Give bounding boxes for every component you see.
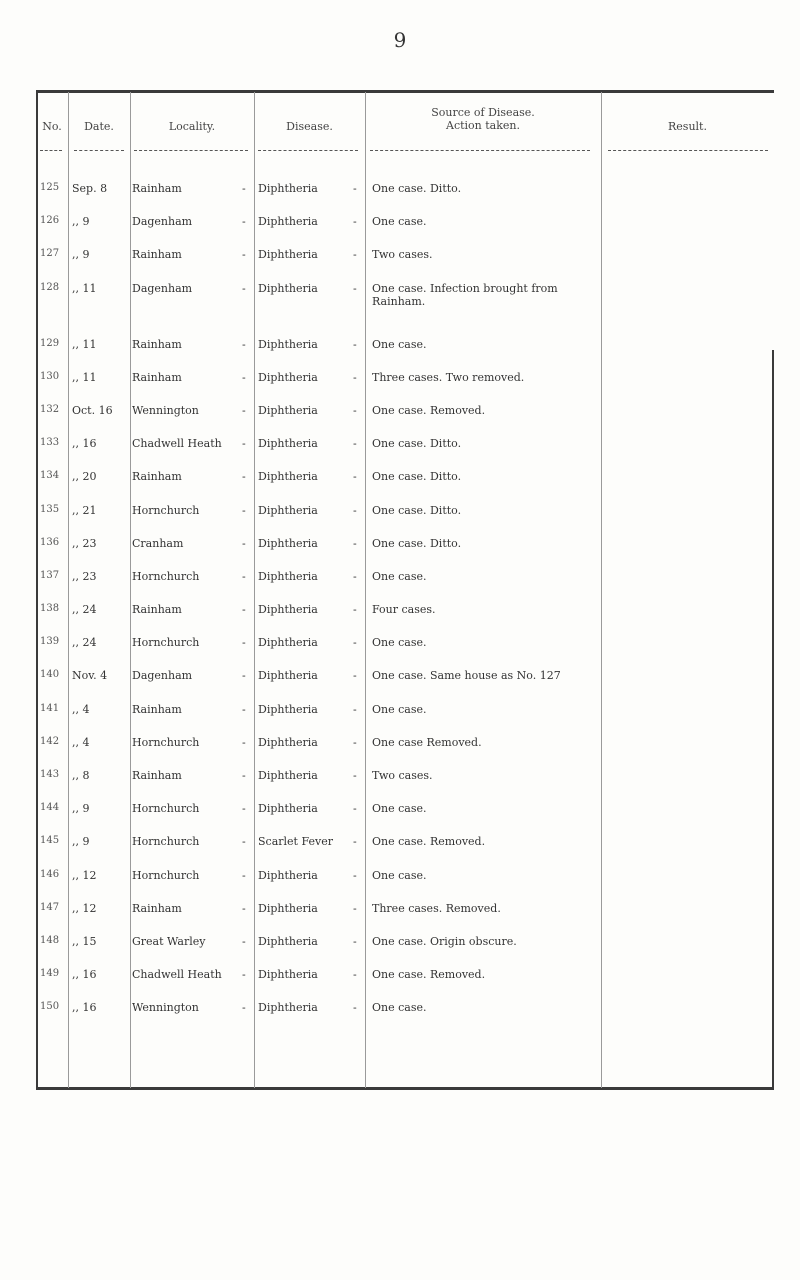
row-disease: Diphtheria xyxy=(258,868,318,882)
row-leader: - xyxy=(353,569,357,583)
row-date: ,, 11 xyxy=(72,337,97,351)
row-date: ,, 12 xyxy=(72,868,97,882)
row-locality: Hornchurch xyxy=(132,569,200,583)
row-no: 137 xyxy=(40,569,60,581)
row-leader: - xyxy=(242,281,246,295)
row-disease: Diphtheria xyxy=(258,769,318,782)
table-row xyxy=(0,724,800,757)
row-no: 138 xyxy=(40,603,60,615)
header-rule xyxy=(134,150,248,152)
row-date: ,, 16 xyxy=(72,968,97,982)
row-disease: Diphtheria xyxy=(258,735,318,749)
table-row xyxy=(0,458,800,491)
row-locality: Chadwell Heath xyxy=(132,968,222,982)
row-leader: - xyxy=(353,281,357,295)
header-result: Result. xyxy=(668,120,707,133)
row-no: 130 xyxy=(40,370,60,382)
row-leader: - xyxy=(353,868,357,882)
row-source: One case. Same house as No. 127 xyxy=(372,669,561,683)
row-source: One case. Infection brought from Rainham. xyxy=(372,281,558,308)
row-date: ,, 9 xyxy=(72,802,90,816)
row-leader: - xyxy=(242,536,246,550)
table-row xyxy=(0,392,800,425)
page-number: 9 xyxy=(393,28,407,52)
row-leader: - xyxy=(242,603,246,617)
table-row xyxy=(0,823,800,856)
row-date: ,, 21 xyxy=(72,503,97,517)
row-leader: - xyxy=(242,702,246,716)
row-locality: Rainham xyxy=(132,702,182,716)
row-source: One case. Ditto. xyxy=(372,470,462,484)
row-leader: - xyxy=(242,769,246,782)
row-disease: Diphtheria xyxy=(258,182,318,195)
row-disease: Diphtheria xyxy=(258,901,318,915)
row-source: One case Removed. xyxy=(372,735,482,749)
table-row xyxy=(0,691,800,724)
row-date: ,, 24 xyxy=(72,603,97,617)
row-no: 132 xyxy=(40,403,60,415)
row-locality: Hornchurch xyxy=(132,868,200,882)
row-no: 139 xyxy=(40,636,60,648)
row-leader: - xyxy=(353,968,357,982)
row-source: One case. Ditto. xyxy=(372,182,462,195)
row-leader: - xyxy=(353,1001,357,1015)
row-disease: Diphtheria xyxy=(258,437,318,451)
header-no: No. xyxy=(42,120,62,133)
row-leader: - xyxy=(242,470,246,484)
row-leader: - xyxy=(242,1001,246,1015)
row-locality: Cranham xyxy=(132,536,184,550)
row-locality: Hornchurch xyxy=(132,503,200,517)
row-no: 135 xyxy=(40,503,60,515)
row-disease: Diphtheria xyxy=(258,370,318,384)
row-disease: Diphtheria xyxy=(258,802,318,816)
table-row xyxy=(0,956,800,989)
row-disease: Diphtheria xyxy=(258,702,318,716)
row-no: 125 xyxy=(40,182,60,193)
table-row xyxy=(0,236,800,269)
row-leader: - xyxy=(242,569,246,583)
row-disease: Diphtheria xyxy=(258,281,318,295)
row-leader: - xyxy=(242,370,246,384)
row-leader: - xyxy=(242,669,246,683)
row-date: Nov. 4 xyxy=(72,669,108,683)
row-no: 146 xyxy=(40,868,60,880)
row-disease: Diphtheria xyxy=(258,636,318,650)
row-date: Sep. 8 xyxy=(72,182,108,195)
row-no: 147 xyxy=(40,901,60,913)
row-leader: - xyxy=(242,503,246,517)
row-locality: Chadwell Heath xyxy=(132,437,222,451)
row-locality: Rainham xyxy=(132,470,182,484)
row-source: One case. xyxy=(372,868,427,882)
row-leader: - xyxy=(242,868,246,882)
row-source: One case. Removed. xyxy=(372,835,486,849)
row-leader: - xyxy=(353,248,357,262)
table-row xyxy=(0,203,800,236)
header-disease: Disease. xyxy=(286,120,333,133)
row-disease: Diphtheria xyxy=(258,968,318,982)
row-disease: Diphtheria xyxy=(258,215,318,229)
row-disease: Diphtheria xyxy=(258,669,318,683)
row-leader: - xyxy=(242,182,246,195)
row-date: ,, 9 xyxy=(72,835,90,849)
row-disease: Diphtheria xyxy=(258,503,318,517)
row-leader: - xyxy=(353,215,357,229)
table-row xyxy=(0,558,800,591)
table-row xyxy=(0,170,800,203)
table-row xyxy=(0,657,800,690)
row-leader: - xyxy=(353,470,357,484)
table-row xyxy=(0,790,800,823)
row-no: 134 xyxy=(40,470,60,482)
header-rule xyxy=(608,150,768,152)
row-source: One case. xyxy=(372,569,427,583)
row-leader: - xyxy=(353,934,357,948)
row-date: ,, 20 xyxy=(72,470,97,484)
table-row xyxy=(0,591,800,624)
row-source: One case. Removed. xyxy=(372,403,486,417)
row-date: ,, 12 xyxy=(72,901,97,915)
row-source: Two cases. xyxy=(372,769,433,782)
row-no: 145 xyxy=(40,835,60,847)
row-leader: - xyxy=(353,503,357,517)
row-leader: - xyxy=(353,769,357,782)
row-leader: - xyxy=(242,337,246,351)
row-source: Two cases. xyxy=(372,248,433,262)
row-leader: - xyxy=(242,215,246,229)
table-row xyxy=(0,989,800,1022)
row-disease: Diphtheria xyxy=(258,536,318,550)
row-leader: - xyxy=(353,901,357,915)
row-locality: Wennington xyxy=(132,403,199,417)
row-source: One case. xyxy=(372,1001,427,1015)
row-date: Oct. 16 xyxy=(72,403,113,417)
row-locality: Rainham xyxy=(132,769,182,782)
row-no: 150 xyxy=(40,1001,60,1013)
row-leader: - xyxy=(353,603,357,617)
row-leader: - xyxy=(242,636,246,650)
row-locality: Rainham xyxy=(132,248,182,262)
table-header xyxy=(36,100,774,150)
row-disease: Diphtheria xyxy=(258,934,318,948)
row-no: 128 xyxy=(40,281,60,293)
row-leader: - xyxy=(242,934,246,948)
row-source: One case. xyxy=(372,337,427,351)
row-no: 129 xyxy=(40,337,60,349)
row-date: ,, 11 xyxy=(72,281,97,295)
row-source: One case. xyxy=(372,802,427,816)
row-date: ,, 16 xyxy=(72,437,97,451)
row-leader: - xyxy=(242,968,246,982)
row-leader: - xyxy=(353,403,357,417)
row-date: ,, 4 xyxy=(72,735,90,749)
row-locality: Hornchurch xyxy=(132,636,200,650)
row-no: 143 xyxy=(40,769,60,780)
row-disease: Scarlet Fever xyxy=(258,835,333,849)
table-row xyxy=(0,624,800,657)
table-row xyxy=(0,890,800,923)
row-leader: - xyxy=(242,403,246,417)
table-row xyxy=(0,425,800,458)
row-source: One case. xyxy=(372,636,427,650)
row-leader: - xyxy=(353,669,357,683)
row-date: ,, 11 xyxy=(72,370,97,384)
row-locality: Dagenham xyxy=(132,669,193,683)
row-leader: - xyxy=(353,182,357,195)
row-leader: - xyxy=(353,370,357,384)
row-no: 136 xyxy=(40,536,60,548)
row-leader: - xyxy=(353,735,357,749)
row-locality: Rainham xyxy=(132,182,182,195)
row-no: 126 xyxy=(40,215,60,227)
row-locality: Dagenham xyxy=(132,281,193,295)
row-locality: Dagenham xyxy=(132,215,193,229)
header-locality: Locality. xyxy=(168,120,216,133)
row-no: 140 xyxy=(40,669,60,681)
row-date: ,, 4 xyxy=(72,702,90,716)
row-source: Three cases. Two removed. xyxy=(372,370,525,384)
table-row xyxy=(0,923,800,956)
row-source: One case. Ditto. xyxy=(372,503,462,517)
row-date: ,, 15 xyxy=(72,934,97,948)
row-locality: Rainham xyxy=(132,370,182,384)
row-no: 127 xyxy=(40,248,60,260)
row-locality: Rainham xyxy=(132,337,182,351)
row-source: One case. xyxy=(372,215,427,229)
row-locality: Hornchurch xyxy=(132,835,200,849)
row-leader: - xyxy=(353,636,357,650)
row-leader: - xyxy=(242,835,246,849)
row-date: ,, 9 xyxy=(72,215,90,229)
row-date: ,, 16 xyxy=(72,1001,97,1015)
row-source: One case. Ditto. xyxy=(372,536,462,550)
header-rule xyxy=(258,150,358,152)
table-row xyxy=(0,857,800,890)
row-leader: - xyxy=(242,248,246,262)
row-leader: - xyxy=(242,802,246,816)
row-disease: Diphtheria xyxy=(258,470,318,484)
row-no: 133 xyxy=(40,437,60,449)
row-date: ,, 23 xyxy=(72,569,97,583)
row-leader: - xyxy=(353,835,357,849)
row-no: 142 xyxy=(40,735,60,747)
row-no: 141 xyxy=(40,702,60,714)
row-locality: Hornchurch xyxy=(132,802,200,816)
table-body xyxy=(0,170,800,1023)
row-date: ,, 24 xyxy=(72,636,97,650)
row-source: One case. xyxy=(372,702,427,716)
row-locality: Rainham xyxy=(132,901,182,915)
row-disease: Diphtheria xyxy=(258,403,318,417)
row-date: ,, 9 xyxy=(72,248,90,262)
table-row xyxy=(0,492,800,525)
row-leader: - xyxy=(242,901,246,915)
row-locality: Rainham xyxy=(132,603,182,617)
row-no: 144 xyxy=(40,802,60,814)
row-leader: - xyxy=(353,702,357,716)
row-leader: - xyxy=(242,437,246,451)
row-date: ,, 23 xyxy=(72,536,97,550)
header-rule xyxy=(74,150,124,152)
row-disease: Diphtheria xyxy=(258,337,318,351)
row-source: One case. Origin obscure. xyxy=(372,934,517,948)
row-disease: Diphtheria xyxy=(258,248,318,262)
header-date: Date. xyxy=(84,120,114,133)
header-rule xyxy=(370,150,590,152)
row-locality: Wennington xyxy=(132,1001,199,1015)
row-leader: - xyxy=(353,437,357,451)
row-date: ,, 8 xyxy=(72,769,90,782)
header-source: Source of Disease. Action taken. xyxy=(431,106,535,132)
header-rule xyxy=(40,150,62,152)
row-source: One case. Removed. xyxy=(372,968,486,982)
row-locality: Great Warley xyxy=(132,934,206,948)
row-disease: Diphtheria xyxy=(258,569,318,583)
row-disease: Diphtheria xyxy=(258,603,318,617)
row-leader: - xyxy=(353,536,357,550)
table-row xyxy=(0,270,800,326)
row-disease: Diphtheria xyxy=(258,1001,318,1015)
row-leader: - xyxy=(353,337,357,351)
row-source: Four cases. xyxy=(372,603,436,617)
row-locality: Hornchurch xyxy=(132,735,200,749)
row-no: 148 xyxy=(40,934,60,946)
table-row xyxy=(0,326,800,359)
row-leader: - xyxy=(242,735,246,749)
row-no: 149 xyxy=(40,968,60,980)
row-source: One case. Ditto. xyxy=(372,437,462,451)
row-leader: - xyxy=(353,802,357,816)
table-row xyxy=(0,757,800,790)
table-row xyxy=(0,359,800,392)
table-row xyxy=(0,525,800,558)
row-source: Three cases. Removed. xyxy=(372,901,501,915)
